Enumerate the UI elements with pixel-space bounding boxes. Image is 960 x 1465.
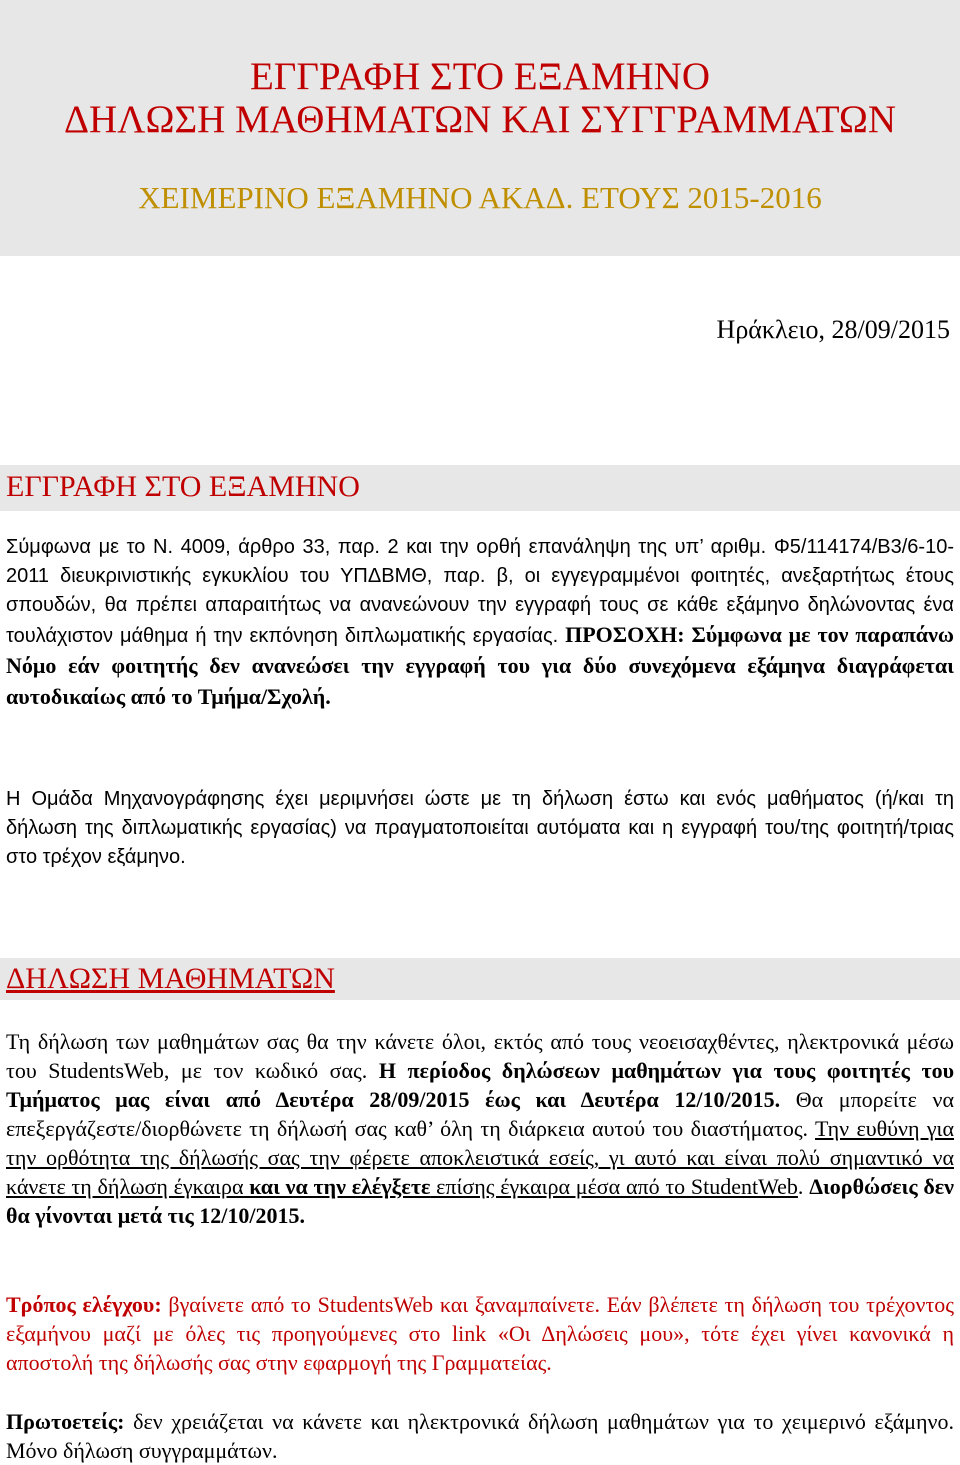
no-corrections-note: Διορθώσεις δεν θα γίνονται μετά τις 12/10/2015. (6, 1174, 955, 1228)
section-heading-registration: ΕΓΓΡΑΦΗ ΣΤΟ ΕΞΑΜΗΝΟ (0, 465, 960, 511)
verification-paragraph (6, 1290, 954, 1377)
title-line-1: ΕΓΓΡΑΦΗ ΣΤΟ ΕΞΑΜΗΝΟ (249, 55, 711, 98)
section-heading-courses-text: ΔΗΛΩΣΗ ΜΑΘΗΜΑΤΩΝ (6, 962, 335, 995)
automation-paragraph: Η Ομάδα Μηχανογράφησης έχει μεριμνήσει ώστε με τη δήλωση έστω και ενός μαθήματος (ή/και τη δήλωση της διπλωματικής εργασίας) να πραγματοποιείται αυτόματα και η εγγραφή του/της φοιτητή/τριας στο τρέχον εξάμηνο. (6, 788, 954, 868)
declaration-period: Η περίοδος δηλώσεων μαθημάτων για τους φοιτητές του Τμήματος μας είναι από Δευτέρα 28/09/2015 έως και Δευτέρα 12/10/2015. (6, 1058, 954, 1112)
semester-subtitle: ΧΕΙΜΕΡΙΝΟ ΕΞΑΜΗΝΟ ΑΚΑΔ. ΕΤΟΥΣ 2015-2016 (138, 180, 822, 215)
verification-label: Τρόπος ελέγχου: (6, 1292, 162, 1317)
section-heading-courses (0, 958, 960, 1000)
verification-text: βγαίνετε από το StudentsWeb και ξαναμπαίνετε. Εάν βλέπετε τη δήλωση του τρέχοντος εξαμήνου μαζί με όλες τις προηγούμενες στο link «Οι Δηλώσεις μου», τότε έχει γίνει κανονικά η αποστολή της δήλωσής σας στην εφαρμογή της Γραμματείας. (6, 1292, 954, 1375)
title-banner (0, 0, 960, 256)
registration-paragraph (6, 533, 954, 713)
freshmen-paragraph (6, 1407, 954, 1465)
document-date: Ηράκλειο, 28/09/2015 (716, 315, 950, 344)
declaration-intro: Τη δήλωση των μαθημάτων σας θα την κάνετε όλοι, εκτός από τους νεοεισαχθέντες, ηλεκτρονικά μέσω του StudentsWeb, με τον κωδικό σας. (6, 1029, 954, 1083)
check-it-note: και να την ελέγξετε (243, 1174, 431, 1199)
registration-law-text: Σύμφωνα με το Ν. 4009, άρθρο 33, παρ. 2 και την ορθή επανάληψη της υπ’ αριθμ. Φ5/114174/Β3/6-10-2011 διευκρινιστικής εγκυκλίου του ΥΠΔΒΜΘ, παρ. β, οι εγγεγραμμένοι φοιτητές, ανεξαρτήτως έτους σπουδών, θα πρέπει απαραιτήτως να ανανεώνουν την εγγραφή τους σε κάθε εξάμηνο δηλώνοντας ένα τουλάχιστον μάθημα ή την εκπόνηση διπλωματικής εργασίας. (6, 536, 954, 647)
check-source-note: επίσης έγκαιρα μέσα από το StudentWeb (430, 1174, 798, 1199)
title-line-2: ΔΗΛΩΣΗ ΜΑΘΗΜΑΤΩΝ ΚΑΙ ΣΥΓΓΡΑΜΜΑΤΩΝ (63, 98, 897, 141)
freshmen-label: Πρωτοετείς: (6, 1409, 125, 1434)
declaration-edit-note: Θα μπορείτε να επεξεργάζεστε/διορθώνετε τη δήλωσή σας καθ’ όλη τη διάρκεια αυτού του διαστήματος. (6, 1087, 954, 1141)
responsibility-note: Την ευθύνη για την ορθότητα της δήλωσής σας την φέρετε αποκλειστικά εσείς, γι αυτό και είναι πολύ σημαντικό να κάνετε τη δήλωση έγκαιρα (6, 1116, 954, 1199)
attention-warning: ΠΡΟΣΟΧΗ: Σύμφωνα με τον παραπάνω Νόμο εάν φοιτητής δεν ανανεώσει την εγγραφή του για δύο συνεχόμενα εξάμηνα διαγράφεται αυτοδικαίως από το Τμήμα/Σχολή. (6, 622, 954, 709)
period-mark: . (797, 1174, 810, 1199)
freshmen-text: δεν χρειάζεται να κάνετε και ηλεκτρονικά δήλωση μαθημάτων για το χειμερινό εξάμηνο. Μόνο δήλωση συγγραμμάτων. (6, 1409, 954, 1463)
course-declaration-paragraph (6, 1027, 954, 1230)
